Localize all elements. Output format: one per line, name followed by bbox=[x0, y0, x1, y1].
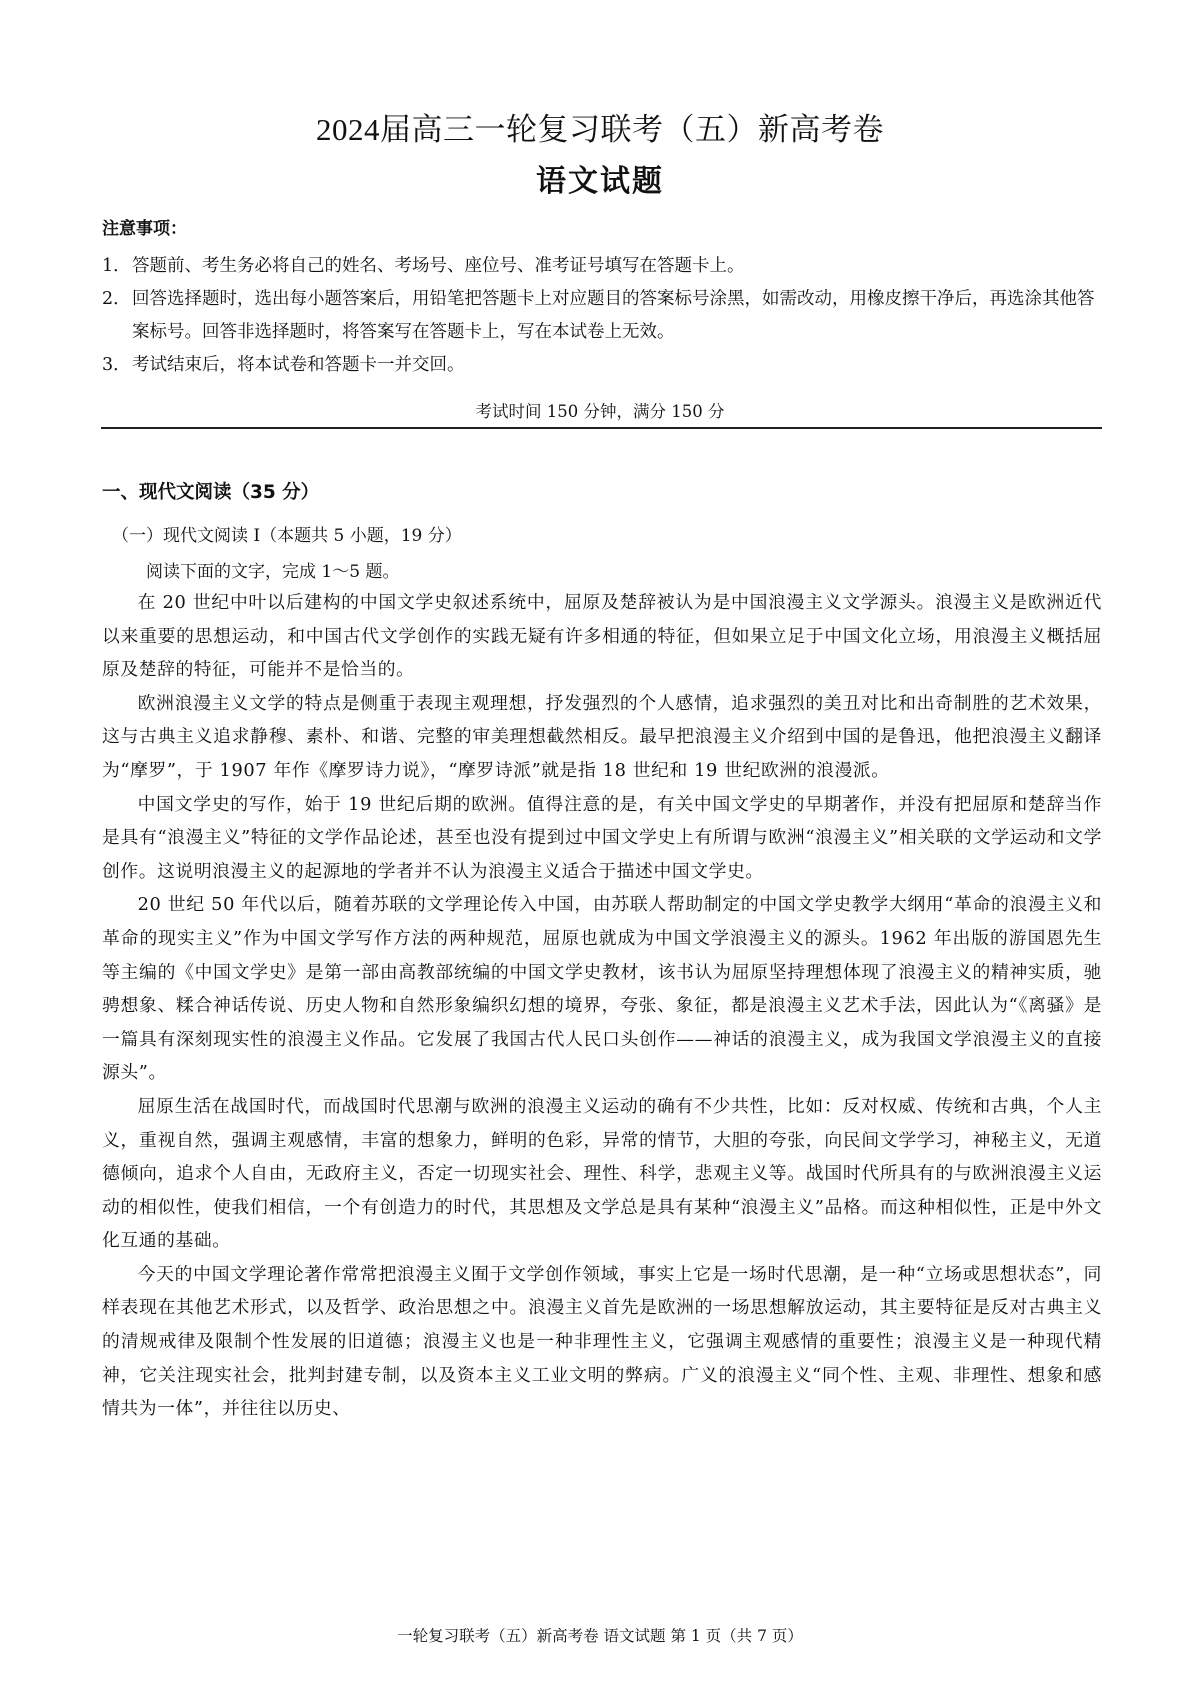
passage-paragraph: 欧洲浪漫主义文学的特点是侧重于表现主观理想，抒发强烈的个人感情，追求强烈的美丑对比和出奇制胜的艺术效果，这与古典主义追求静穆、素朴、和谐、完整的审美理想截然相反。最早把浪漫主义介绍到中国的是鲁迅，他把浪漫主义翻译为“摩罗”，于 1907 年作《摩罗诗力说》，“摩罗诗派”就是指 18 世纪和 19 世纪欧洲的浪漫派。 bbox=[102, 692, 1102, 781]
section-title: 一、现代文阅读（35 分） bbox=[102, 482, 320, 503]
subsection-title: （一）现代文阅读 I（本题共 5 小题，19 分） bbox=[112, 526, 462, 546]
page-footer: 一轮复习联考（五）新高考卷 语文试题 第 1 页（共 7 页） bbox=[397, 1627, 803, 1645]
header-divider bbox=[101, 427, 1102, 429]
notice-item bbox=[102, 250, 1102, 283]
notice-item-text: 回答选择题时，选出每小题答案后，用铅笔把答题卡上对应题目的答案标号涂黑，如需改动，用橡皮擦干净后，再选涂其他答案标号。回答非选择题时，将答案写在答题卡上，写在本试卷上无效。 bbox=[132, 289, 1095, 342]
notice-item-text: 答题前、考生务必将自己的姓名、考场号、座位号、准考证号填写在答题卡上。 bbox=[132, 256, 745, 276]
notice-list bbox=[102, 250, 1102, 382]
passage-paragraph: 今天的中国文学理论著作常常把浪漫主义囿于文学创作领域，事实上它是一场时代思潮，是一种“立场或思想状态”，同样表现在其他艺术形式，以及哲学、政治思想之中。浪漫主义首先是欧洲的一场思想解放运动，其主要特征是反对古典主义的清规戒律及限制个性发展的旧道德；浪漫主义也是一种非理性主义，它强调主观感情的重要性；浪漫主义是一种现代精神，它关注现实社会，批判封建专制，以及资本主义工业文明的弊病。广义的浪漫主义“同个性、主观、非理性、想象和感情共为一体”，并往往以历史、 bbox=[102, 1263, 1102, 1420]
notice-heading: 注意事项： bbox=[102, 219, 187, 239]
reading-passage bbox=[102, 586, 1102, 1426]
passage-paragraph: 20 世纪 50 年代以后，随着苏联的文学理论传入中国，由苏联人帮助制定的中国文学史教学大纲用“革命的浪漫主义和革命的现实主义”作为中国文学写作方法的两种规范，屈原也就成为中国文学浪漫主义的源头。1962 年出版的游国恩先生等主编的《中国文学史》是第一部由高教部统编的中国文学史教材，该书认为屈原坚持理想体现了浪漫主义的精神实质，驰骋想象、糅合神话传说、历史人物和自然形象编织幻想的境界，夸张、象征，都是浪漫主义艺术手法，因此认为“《离骚》是一篇具有深刻现实性的浪漫主义作品。它发展了我国古代人民口头创作——神话的浪漫主义，成为我国文学浪漫主义的直接源头”。 bbox=[102, 894, 1102, 1084]
notice-item bbox=[102, 283, 1102, 349]
subject-title: 语文试题 bbox=[536, 164, 664, 199]
exam-time-info: 考试时间 150 分钟，满分 150 分 bbox=[475, 402, 725, 421]
reading-instruction: 阅读下面的文字，完成 1～5 题。 bbox=[146, 562, 400, 582]
notice-item-number: 1． bbox=[102, 256, 131, 276]
passage-paragraph: 中国文学史的写作，始于 19 世纪后期的欧洲。值得注意的是，有关中国文学史的早期著作，并没有把屈原和楚辞当作是具有“浪漫主义”特征的文学作品论述，甚至也没有提到过中国文学史上有所谓与欧洲“浪漫主义”相关联的文学运动和文学创作。这说明浪漫主义的起源地的学者并不认为浪漫主义适合于描述中国文学史。 bbox=[102, 793, 1102, 882]
exam-title: 2024届高三一轮复习联考（五）新高考卷 bbox=[316, 112, 884, 147]
notice-item-number: 2． bbox=[102, 289, 131, 309]
notice-item bbox=[102, 349, 1102, 382]
notice-item-number: 3． bbox=[102, 355, 131, 375]
notice-item-text: 考试结束后，将本试卷和答题卡一并交回。 bbox=[132, 355, 465, 375]
passage-paragraph: 屈原生活在战国时代，而战国时代思潮与欧洲的浪漫主义运动的确有不少共性，比如：反对权威、传统和古典，个人主义，重视自然，强调主观感情，丰富的想象力，鲜明的色彩，异常的情节，大胆的夸张，向民间文学学习，神秘主义，无道德倾向，追求个人自由，无政府主义，否定一切现实社会、理性、科学，悲观主义等。战国时代所具有的与欧洲浪漫主义运动的相似性，使我们相信，一个有创造力的时代，其思想及文学总是具有某种“浪漫主义”品格。而这种相似性，正是中外文化互通的基础。 bbox=[102, 1095, 1102, 1252]
passage-paragraph: 在 20 世纪中叶以后建构的中国文学史叙述系统中，屈原及楚辞被认为是中国浪漫主义文学源头。浪漫主义是欧洲近代以来重要的思想运动，和中国古代文学创作的实践无疑有许多相通的特征，但如果立足于中国文化立场，用浪漫主义概括屈原及楚辞的特征，可能并不是恰当的。 bbox=[102, 592, 1102, 681]
